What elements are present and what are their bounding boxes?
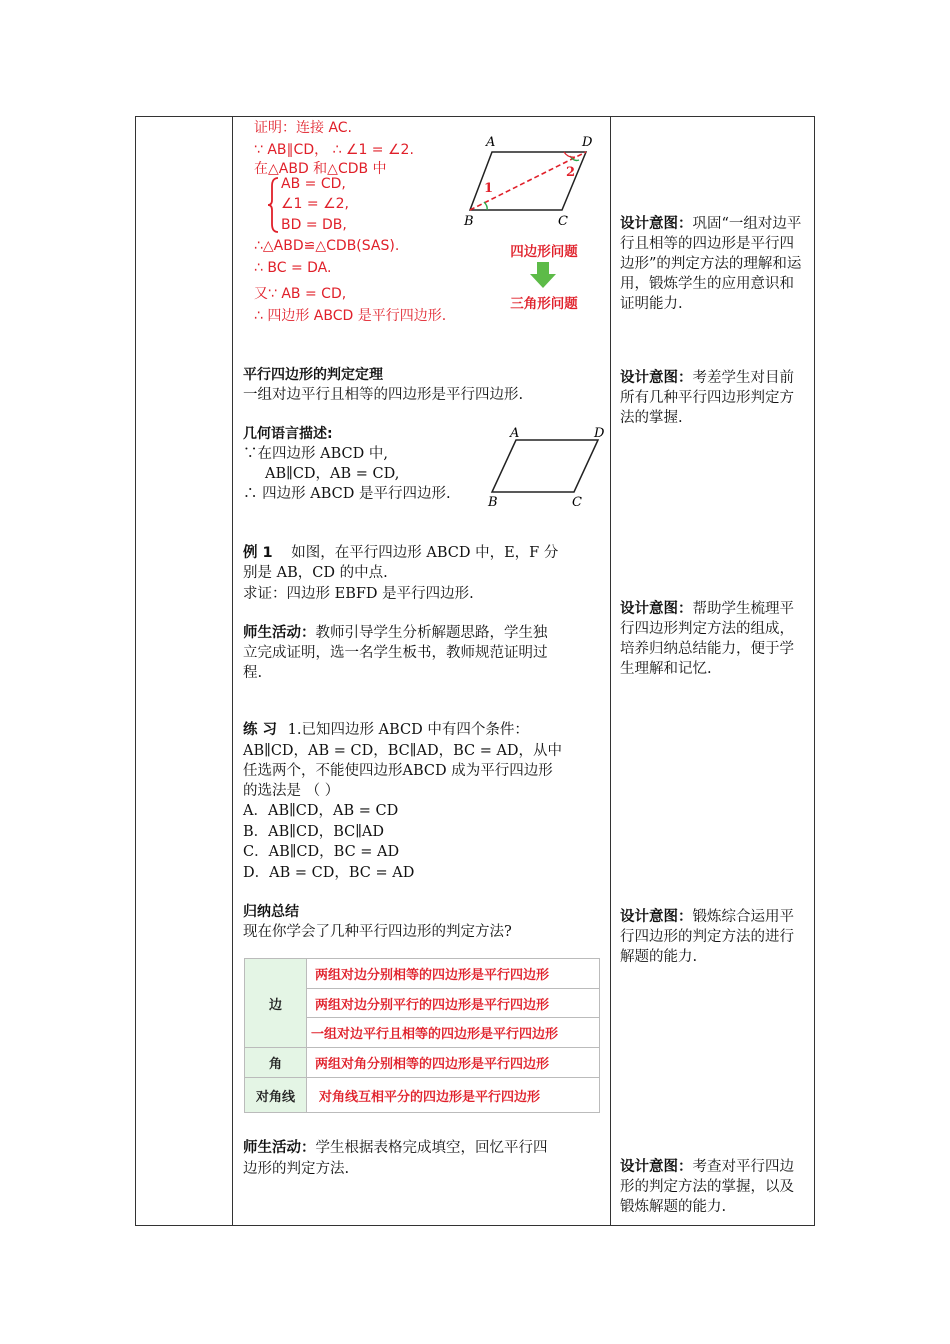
summary-row-5: 对角线互相平分的四边形是平行四边形 xyxy=(319,1089,541,1105)
example-1-line-3: 求证：四边形 EBFD 是平行四边形. xyxy=(243,586,474,602)
proof-line-4: ∴△ABD≌△CDB(SAS). xyxy=(254,238,400,254)
vertex-label-c: C xyxy=(558,214,568,229)
note-head: 设计意图： xyxy=(620,601,693,617)
column-divider xyxy=(610,117,611,1225)
note-head: 设计意图： xyxy=(620,370,693,386)
proof-line-7: ∴ 四边形 ABCD 是平行四边形. xyxy=(254,308,447,324)
category-diagonal: 对角线 xyxy=(245,1078,307,1112)
note-text: 锻炼综合运用平行四边形的判定方法的进行解题的能力. xyxy=(620,909,794,965)
category-side: 边 xyxy=(245,959,307,1048)
note-head: 设计意图： xyxy=(620,216,693,232)
proof-system-1: AB = CD, xyxy=(281,176,346,192)
summary-table xyxy=(244,958,600,1113)
design-note-4 xyxy=(620,907,808,967)
activity-1-line-1 xyxy=(243,621,548,642)
geo-line-1: ∵在四边形 ABCD 中, xyxy=(243,446,388,462)
activity-1-text: 教师引导学生分析解题思路，学生独 xyxy=(315,625,548,641)
exercise-option-d: D．AB = CD，BC = AD xyxy=(243,865,415,881)
exercise-line-3: 任选两个，不能使四边形ABCD 成为平行四边形 xyxy=(243,763,553,779)
proof-line-5: ∴ BC = DA. xyxy=(254,260,332,276)
activity-2-text: 学生根据表格完成填空，回忆平行四 xyxy=(315,1140,548,1156)
proof-system-3: BD = DB, xyxy=(281,217,347,233)
exercise-text: 1.已知四边形 ABCD 中有四个条件： xyxy=(287,722,529,738)
activity-1-line-3: 程. xyxy=(243,665,263,681)
proof-line-6: 又∵ AB = CD, xyxy=(254,286,347,302)
exercise-option-a: A．AB∥CD，AB = CD xyxy=(243,803,399,819)
vertex-label-a: A xyxy=(510,426,520,441)
exercise-option-c: C．AB∥CD，BC = AD xyxy=(243,844,400,860)
design-note-5 xyxy=(620,1157,808,1217)
note-head: 设计意图： xyxy=(620,909,693,925)
vertex-label-a: A xyxy=(486,135,496,150)
parallelogram-diagram-1 xyxy=(458,130,598,230)
vertex-label-b: B xyxy=(464,214,474,229)
design-note-1 xyxy=(620,214,808,314)
exercise-option-b: B．AB∥CD，BC∥AD xyxy=(243,824,385,840)
exercise-line-2: AB∥CD，AB = CD，BC∥AD，BC = AD，从中 xyxy=(243,743,563,759)
summary-question: 现在你学会了几种平行四边形的判定方法? xyxy=(243,924,512,940)
vertex-label-c: C xyxy=(572,495,582,510)
summary-title: 归纳总结 xyxy=(243,904,299,920)
vertex-label-b: B xyxy=(488,495,498,510)
note-head: 设计意图： xyxy=(620,1159,693,1175)
proof-system-2: ∠1 = ∠2, xyxy=(281,196,349,212)
angle-label-1: 1 xyxy=(484,181,494,196)
angle-label-2: 2 xyxy=(566,165,576,180)
proof-line-1: 证明：连接 AC. xyxy=(254,120,353,136)
activity-2-head: 师生活动： xyxy=(243,1140,316,1156)
activity-1-line-2: 立完成证明，选一名学生板书，教师规范证明过 xyxy=(243,645,548,661)
exercise-line-4: 的选法是 （ ） xyxy=(243,783,340,799)
note-text: 考差学生对目前所有几种平行四边形判定方法的掌握. xyxy=(620,370,794,426)
design-note-2 xyxy=(620,368,808,428)
geo-line-2: AB∥CD，AB = CD, xyxy=(265,466,400,482)
proof-line-2: ∵ AB∥CD， ∴ ∠1 = ∠2. xyxy=(254,142,414,158)
down-arrow-icon xyxy=(530,262,556,288)
theorem-body: 一组对边平行且相等的四边形是平行四边形. xyxy=(243,387,524,403)
vertex-label-d: D xyxy=(582,135,593,150)
note-text: 帮助学生梳理平行四边形判定方法的组成，培养归纳总结能力，便于学生理解和记忆. xyxy=(620,601,794,677)
summary-row-4: 两组对角分别相等的四边形是平行四边形 xyxy=(307,1048,599,1078)
example-1-line-2: 别是 AB，CD 的中点. xyxy=(243,565,388,581)
activity-2-line-1 xyxy=(243,1136,548,1157)
activity-2-line-2: 边形的判定方法. xyxy=(243,1161,350,1177)
summary-row-2: 两组对边分别平行的四边形是平行四边形 xyxy=(307,989,599,1018)
activity-1-head: 师生活动： xyxy=(243,625,316,641)
category-angle: 角 xyxy=(245,1048,307,1078)
example-1-text: 如图，在平行四边形 ABCD 中，E，F 分 xyxy=(291,545,559,561)
geo-line-3: ∴ 四边形 ABCD 是平行四边形. xyxy=(243,486,451,502)
exercise-line-1 xyxy=(243,718,529,739)
flow-top-label: 四边形问题 xyxy=(510,244,578,260)
parallelogram-diagram-2 xyxy=(484,426,610,510)
note-text: 考查对平行四边形的判定方法的掌握，以及锻炼解题的能力. xyxy=(620,1159,794,1215)
example-1-line-1 xyxy=(243,541,558,562)
brace-icon xyxy=(266,176,280,234)
flow-bottom-label: 三角形问题 xyxy=(510,296,578,312)
example-1-head: 例 1 xyxy=(243,545,273,561)
design-note-3 xyxy=(620,599,808,679)
vertex-label-d: D xyxy=(594,426,605,441)
theorem-title: 平行四边形的判定定理 xyxy=(243,367,383,383)
exercise-head: 练 习 xyxy=(243,722,278,738)
geo-title: 几何语言描述: xyxy=(243,426,333,442)
column-divider xyxy=(232,117,233,1225)
note-text: 巩固“一组对边平行且相等的四边形是平行四边形”的判定方法的理解和运用，锻炼学生的应用意识和证明能力. xyxy=(620,216,802,312)
proof-line-3: 在△ABD 和△CDB 中 xyxy=(254,161,387,177)
summary-row-3: 一组对边平行且相等的四边形是平行四边形 xyxy=(307,1018,599,1048)
summary-row-1: 两组对边分别相等的四边形是平行四边形 xyxy=(307,959,599,989)
